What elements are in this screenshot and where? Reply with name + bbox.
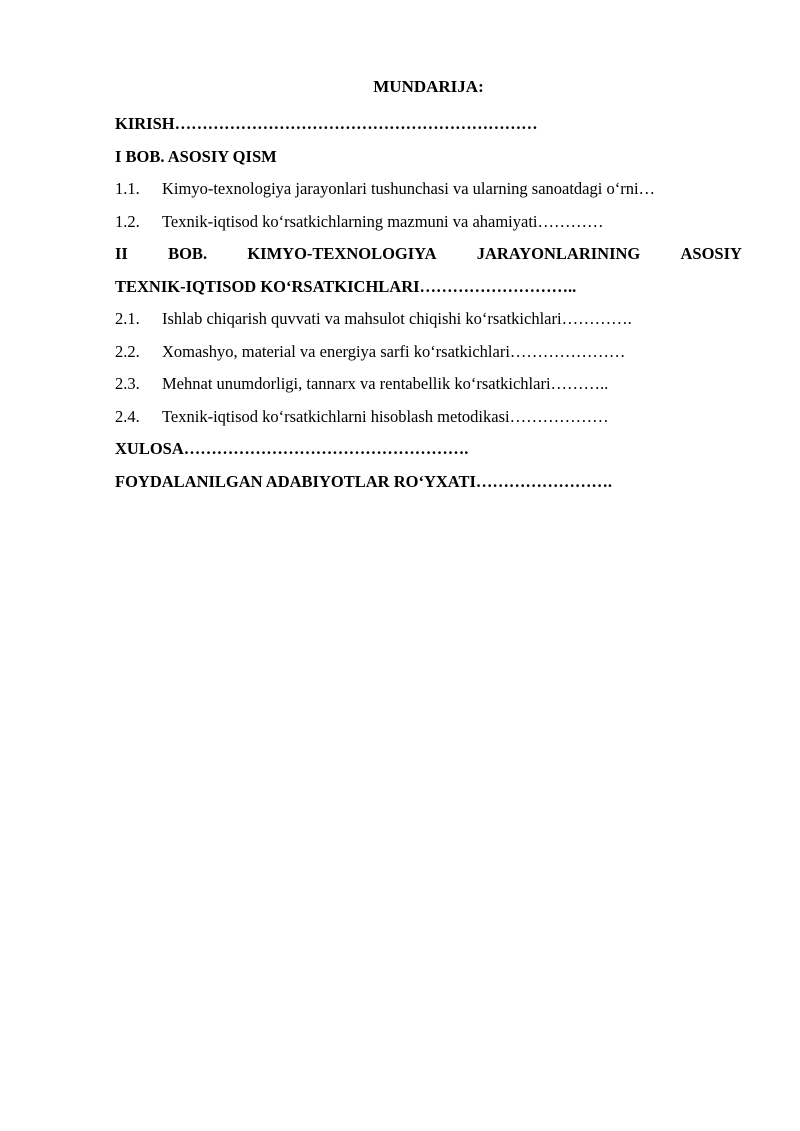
- toc-entry-chapter-2-line-2: TEXNIK-IQTISOD KO‘RSATKICHLARI………………………..: [115, 276, 577, 296]
- toc-entry-chapter-1: I BOB. ASOSIY QISM: [115, 146, 277, 166]
- toc-entry-number: 2.2.: [115, 341, 140, 361]
- toc-entry-text: Ishlab chiqarish quvvati va mahsulot chiqishi ko‘rsatkichlari………….: [162, 309, 632, 328]
- chapter-2-word: II: [115, 244, 128, 263]
- toc-entry-chapter-2-line-1: [115, 238, 742, 271]
- toc-entry-number: 1.2.: [115, 211, 140, 231]
- toc-entry-text: Texnik-iqtisod ko‘rsatkichlarni hisoblash metodikasi………………: [162, 406, 609, 426]
- toc-entry-kirish: KIRISH…………………………………………………………: [115, 114, 538, 133]
- chapter-2-word: JARAYONLARINING: [476, 244, 641, 263]
- toc-entry-xulosa: XULOSA…………………………………………….: [115, 439, 469, 458]
- toc-entry-text: Texnik-iqtisod ko‘rsatkichlarning mazmuni va ahamiyati…………: [162, 211, 604, 231]
- toc-entry-number: 2.3.: [115, 374, 140, 393]
- toc-entry-number: 2.4.: [115, 406, 140, 426]
- table-of-contents: [115, 76, 742, 498]
- toc-entry-1-2: [115, 206, 742, 239]
- toc-entry-text: Mehnat unumdorligi, tannarx va rentabellik ko‘rsatkichlari………..: [162, 374, 609, 393]
- toc-entry-number: 2.1.: [115, 309, 140, 328]
- toc-entry-text: Kimyo-texnologiya jarayonlari tushunchasi va ularning sanoatdagi o‘rni…: [162, 179, 656, 198]
- chapter-2-word: KIMYO-TEXNOLOGIYA: [247, 244, 437, 263]
- chapter-2-word: BOB.: [168, 244, 208, 263]
- toc-entry-references: FOYDALANILGAN ADABIYOTLAR RO‘YXATI…………………….: [115, 471, 613, 491]
- toc-entry-number: 1.1.: [115, 179, 140, 198]
- toc-entry-2-4: [115, 401, 742, 434]
- toc-entry-2-2: [115, 336, 742, 369]
- toc-title: MUNDARIJA:: [373, 77, 484, 96]
- toc-entry-1-1: [115, 173, 742, 206]
- chapter-2-word: ASOSIY: [680, 244, 742, 263]
- toc-entry-2-3: [115, 368, 742, 401]
- toc-entry-2-1: [115, 303, 742, 336]
- toc-entry-text: Xomashyo, material va energiya sarfi ko‘rsatkichlari…………………: [162, 341, 626, 361]
